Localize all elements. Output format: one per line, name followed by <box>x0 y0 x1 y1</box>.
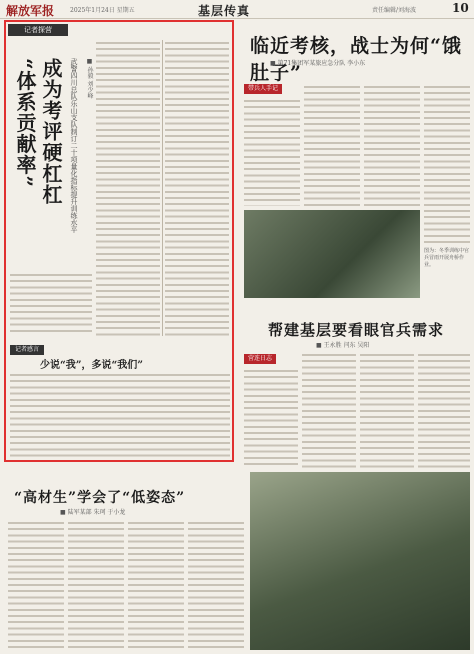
headline-hungry: 临近考核，战士为何“饿肚子” <box>250 35 462 84</box>
graduate-body-col-2 <box>68 520 124 648</box>
editor-line: 责任编辑/刘海波 <box>372 7 417 14</box>
date-line: 2025年1月24日 星期五 <box>70 7 135 14</box>
column-tag-company-log: 营连日志 <box>244 354 276 364</box>
headline-grassroots: 帮建基层要看眼官兵需求 <box>268 321 445 339</box>
grassroots-body-col-3 <box>360 352 414 468</box>
grassroots-body-col-1 <box>244 368 298 468</box>
feature-body-col-3 <box>10 272 92 336</box>
grassroots-body-col-4 <box>418 352 470 468</box>
feature-title-part-1: “体系贡献率” <box>13 58 37 189</box>
hungry-body-col-4 <box>424 84 470 244</box>
headline-graduate-byline: ■ 陆军某部 朱珂 于小龙 <box>60 509 126 516</box>
column-tag-commander-notes: 带兵人手记 <box>244 84 282 94</box>
page-number: 10 <box>452 1 469 15</box>
headline-grassroots-byline: ■ 王永胜 闫东 吴阳 <box>316 342 370 349</box>
feature-subtitle: 武警四川总队乐山支队制订二十项量化指标提升训练水平 <box>70 58 78 233</box>
field-training-photo <box>250 472 470 650</box>
feature-tag: 记者探营 <box>8 24 68 36</box>
graduate-body-col-1 <box>8 520 64 648</box>
hungry-body-col-1 <box>244 98 300 206</box>
feature-body-col-1 <box>96 40 160 336</box>
feature-title-part-2: 成为考评硬杠杠 <box>39 58 63 205</box>
graduate-body-col-4 <box>188 520 244 648</box>
opinion-tag: 记者感言 <box>10 345 44 355</box>
newspaper-logo: 解放军报 <box>6 4 55 18</box>
training-photo <box>244 210 420 298</box>
graduate-body-col-3 <box>128 520 184 648</box>
feature-byline: ■ 孙毅 刘少峰 <box>86 58 93 99</box>
headline-hungry-deck: ■ 第71集团军某旅应急分队 李小东 <box>270 60 366 67</box>
hungry-body-col-3 <box>364 84 420 206</box>
section-title: 基层传真 <box>198 4 251 18</box>
opinion-title: 少说“我”，多说“我们” <box>40 360 144 371</box>
feature-body-col-2 <box>165 40 229 336</box>
opinion-body <box>10 372 230 458</box>
headline-graduate: “高材生”学会了“低姿态” <box>14 490 186 506</box>
column-divider <box>162 40 163 336</box>
hungry-body-col-2 <box>304 84 360 206</box>
training-photo-caption: 图为：冬季训练中官兵冒雨开展舟桥作业。 <box>424 248 470 268</box>
grassroots-body-col-2 <box>302 352 356 468</box>
